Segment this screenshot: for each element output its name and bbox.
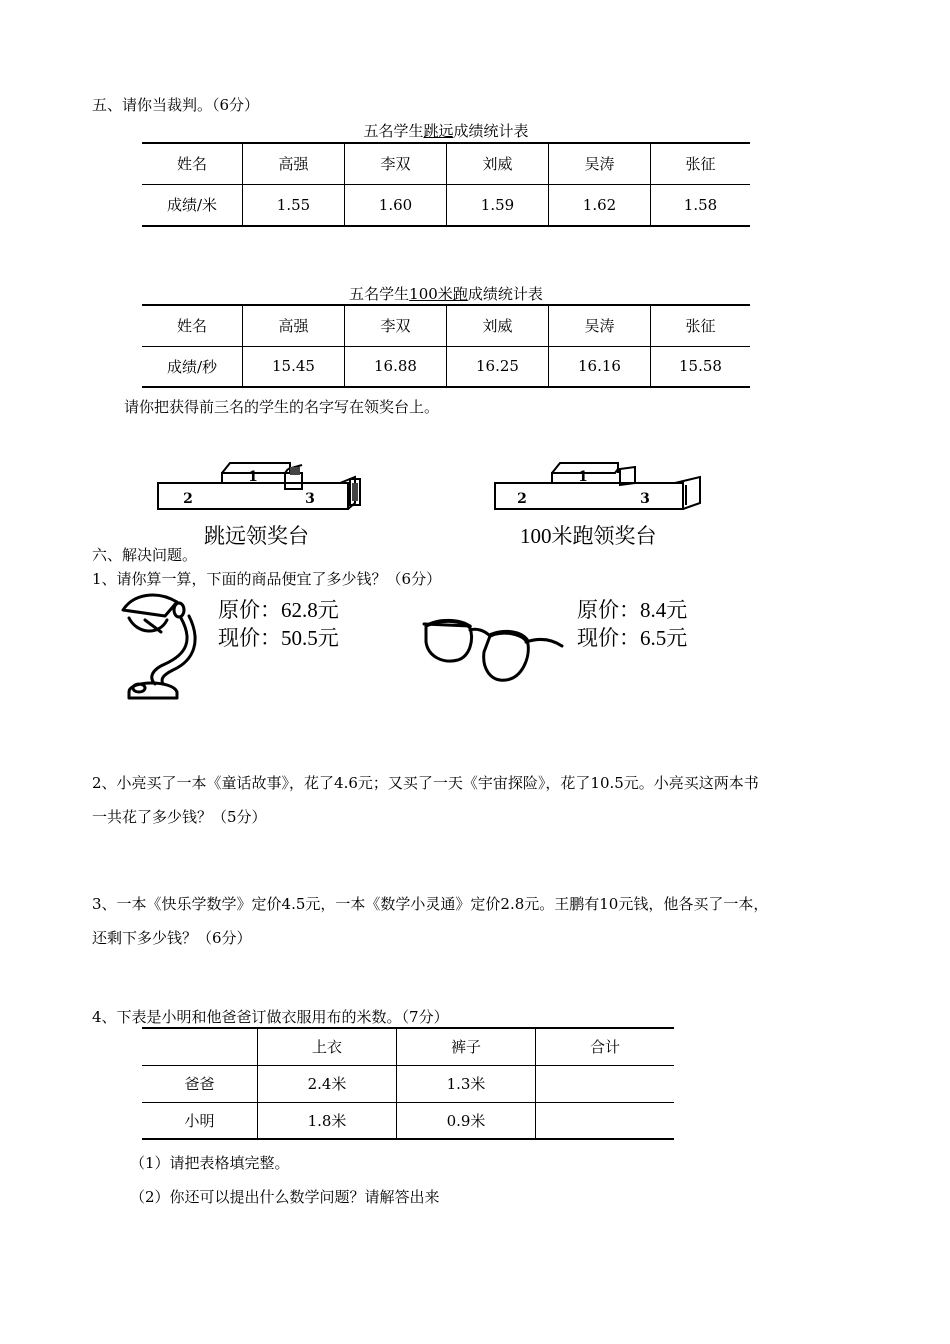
section6-heading: 六、解决问题。: [92, 546, 198, 564]
q1-text: 1、请你算一算，下面的商品便宜了多少钱？（6分）: [92, 570, 442, 588]
podium-2-label: 100米跑领奖台: [520, 524, 657, 548]
table-cell: 姓名: [142, 305, 243, 346]
podium-2-icon: [490, 455, 715, 515]
q3-line2: 还剩下多少钱？（6分）: [92, 929, 252, 947]
table-cell: 1.8米: [258, 1102, 397, 1139]
total-cell-xiaoming[interactable]: [536, 1102, 675, 1139]
table-cell: [142, 1028, 258, 1065]
table-cell: 张征: [651, 305, 751, 346]
table-row: [142, 1065, 674, 1102]
table-cell: 15.58: [651, 346, 751, 387]
q3-line1: 3、一本《快乐学数学》定价4.5元，一本《数学小灵通》定价2.8元。王鹏有10元钱，他各买了一本，: [92, 895, 769, 913]
table-cell: 1.62: [549, 184, 651, 226]
glasses-icon: [420, 608, 565, 688]
table-cell: 小明: [142, 1102, 258, 1139]
table-cell: 0.9米: [397, 1102, 536, 1139]
podium-1-place-2: 2: [183, 491, 193, 507]
table-cell: 高强: [243, 143, 345, 184]
table-cell: 成绩/秒: [142, 346, 243, 387]
q4-sub1: （1）请把表格填完整。: [130, 1154, 290, 1172]
table-row: [142, 305, 750, 346]
section5-heading: 五、请你当裁判。（6分）: [92, 96, 260, 114]
table-cell: 吴涛: [549, 305, 651, 346]
podium-1-place-1: 1: [248, 469, 258, 485]
podium-instruction: 请你把获得前三名的学生的名字写在领奖台上。: [124, 398, 440, 416]
table-cell: 李双: [345, 305, 447, 346]
podium-2-place-3: 3: [640, 491, 650, 507]
table-cell: 1.59: [447, 184, 549, 226]
table-cell: 高强: [243, 305, 345, 346]
table-cell: 16.25: [447, 346, 549, 387]
podium-2-place-1: 1: [578, 469, 588, 485]
table-cell: 吴涛: [549, 143, 651, 184]
table-cell: 刘威: [447, 143, 549, 184]
lamp-original-price: 原价：62.8元: [218, 598, 339, 622]
table-row: [142, 346, 750, 387]
table2-caption-underlined: 100米跑: [409, 285, 468, 303]
table-cell: 16.16: [549, 346, 651, 387]
podium-1-icon: [150, 455, 375, 515]
table-cell: 1.3米: [397, 1065, 536, 1102]
table-row: [142, 1102, 674, 1139]
table-row: [142, 1028, 674, 1065]
fabric-table: [142, 1027, 674, 1140]
table-cell: 1.60: [345, 184, 447, 226]
table-cell: 2.4米: [258, 1065, 397, 1102]
table-cell: 爸爸: [142, 1065, 258, 1102]
table-cell: 姓名: [142, 143, 243, 184]
q2-line2: 一共花了多少钱？（5分）: [92, 808, 267, 826]
q2-line1: 2、小亮买了一本《童话故事》，花了4.6元；又买了一天《宇宙探险》，花了10.5元。小亮买这两本书: [92, 774, 759, 792]
table2-caption: [142, 283, 750, 304]
table1-caption-suffix: 成绩统计表: [453, 122, 529, 140]
podium-1-label: 跳远领奖台: [204, 524, 309, 548]
table-cell: 李双: [345, 143, 447, 184]
lamp-current-price: 现价：50.5元: [218, 626, 339, 650]
table1-caption-prefix: 五名学生: [363, 122, 424, 140]
table-cell: 成绩/米: [142, 184, 243, 226]
table-cell: 1.55: [243, 184, 345, 226]
table2-caption-prefix: 五名学生: [349, 285, 410, 303]
q4-sub2: （2）你还可以提出什么数学问题？请解答出来: [130, 1188, 440, 1206]
q4-text: 4、下表是小明和他爸爸订做衣服用布的米数。（7分）: [92, 1008, 449, 1026]
table1-caption-underlined: 跳远: [423, 122, 454, 140]
table-cell: 张征: [651, 143, 751, 184]
podium-2-place-2: 2: [517, 491, 527, 507]
table-cell: 裤子: [397, 1028, 536, 1065]
glasses-current-price: 现价：6.5元: [577, 626, 688, 650]
podium-1-place-3: 3: [305, 491, 315, 507]
table-cell: 16.88: [345, 346, 447, 387]
table-cell: 15.45: [243, 346, 345, 387]
desk-lamp-icon: [115, 588, 205, 703]
long-jump-table: [142, 142, 750, 227]
table-cell: 上衣: [258, 1028, 397, 1065]
table-row: [142, 184, 750, 226]
table1-caption: [142, 120, 750, 141]
sprint-table: [142, 304, 750, 388]
table-cell: 刘威: [447, 305, 549, 346]
table2-caption-suffix: 成绩统计表: [467, 285, 543, 303]
table-cell: 合计: [536, 1028, 675, 1065]
glasses-original-price: 原价：8.4元: [577, 598, 688, 622]
total-cell-dad[interactable]: [536, 1065, 675, 1102]
table-row: [142, 143, 750, 184]
table-cell: 1.58: [651, 184, 751, 226]
